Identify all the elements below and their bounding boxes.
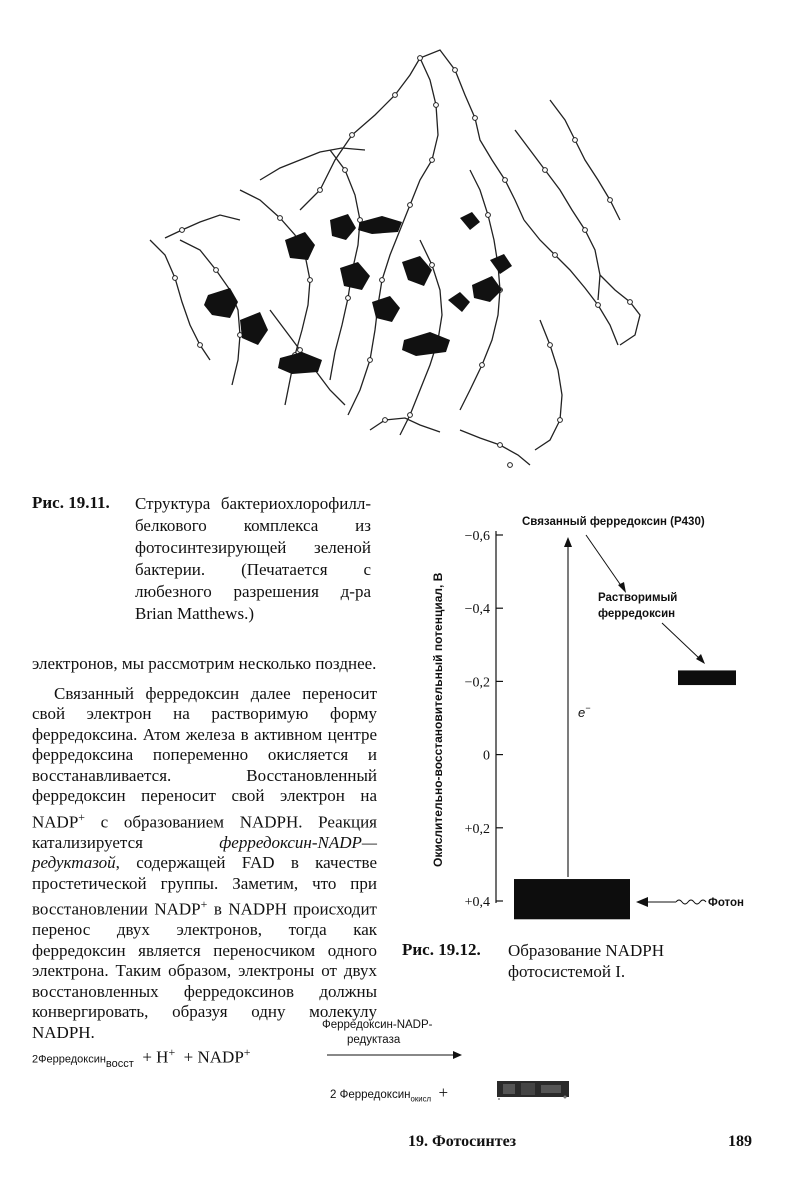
- y-tick-label: −0,6: [464, 529, 490, 544]
- y-tick-label: −0,4: [464, 602, 490, 618]
- electron-label: e−: [578, 703, 591, 720]
- y-axis-label: Окислительно-восстановительный потенциал, В: [431, 572, 445, 867]
- y-tick-label: 0: [483, 748, 490, 764]
- arrow-head-soluble-block: [696, 654, 705, 664]
- paragraph-2: Связанный ферредоксин далее переносит свой электрон на растворимую форму ферредоксина. Атом железа в активном центре ферредоксина попеременно окисляется и восстанавливается. Восстановленный ферредоксин переносит свой электрон на NADP+ с образованием NADPH. Реакция катализируется ферредоксин-NADP—редуктазой, содержащей FAD в качестве простетической группы. Заметим, что при восстановлении NADP+ в NADPH происходит перенос двух электронов, тогда как ферредоксин является переносчиком одного электрона. Таким образом, электроны от двух восстановленных ферредоксинов должны конвергировать, образуя одну молекулу NADPH.: [32, 683, 377, 1042]
- figure-1-label: Рис. 19.11.: [32, 493, 110, 512]
- enzyme-name-line-1: Ферредоксин-NADP-: [322, 1019, 433, 1031]
- y-axis-ticks: [465, 529, 503, 910]
- y-tick-label: +0,2: [464, 821, 490, 837]
- protein-structure-image: [120, 40, 650, 470]
- nadph-smudged-image: [495, 1077, 571, 1101]
- figure-1-caption: Структура бактериохлорофилл-белкового комплекса из фотосинтезирующей зеленой бактерии. (Печатается с любезного разрешения д-ра Brian Matthews.): [135, 494, 371, 623]
- label-soluble-2: ферредоксин: [598, 608, 676, 620]
- label-bound-ferredoxin: Связанный ферредоксин (Р430): [522, 516, 705, 528]
- figure-2-label: Рис. 19.12.: [402, 940, 481, 959]
- y-tick-label: −0,2: [464, 675, 490, 691]
- y-tick-label: +0,4: [464, 895, 490, 910]
- photon-wave: [676, 900, 706, 904]
- equation-right-side: 2 Ферредоксин$_{окисл}$ +: [330, 1083, 449, 1104]
- enzyme-name-line-2: редуктаза: [347, 1034, 401, 1046]
- arrow-head-top: [564, 537, 572, 547]
- photon-arrow-head: [636, 897, 648, 907]
- page-number: 189: [728, 1133, 752, 1150]
- body-text: [32, 654, 377, 1043]
- p700-level-block: [514, 879, 630, 919]
- redox-diagram: [400, 505, 807, 935]
- paragraph-1: электронов, мы рассмотрим несколько позднее.: [32, 654, 377, 673]
- label-soluble-1: Растворимый: [598, 592, 678, 604]
- figure-2-caption: Образование NADPH фотосистемой I.: [508, 941, 664, 981]
- running-footer-title: 19. Фотосинтез: [408, 1133, 517, 1150]
- arrow-bound-to-soluble: [586, 535, 622, 587]
- equation-left-side: 2Ферредоксин$_{восст}$ + H+ + NADP+: [32, 1045, 251, 1071]
- soluble-ferredoxin-block: [678, 670, 736, 685]
- label-photon: Фотон: [708, 897, 745, 909]
- reaction-arrow: [327, 1050, 462, 1060]
- arrow-to-soluble-block: [662, 623, 700, 659]
